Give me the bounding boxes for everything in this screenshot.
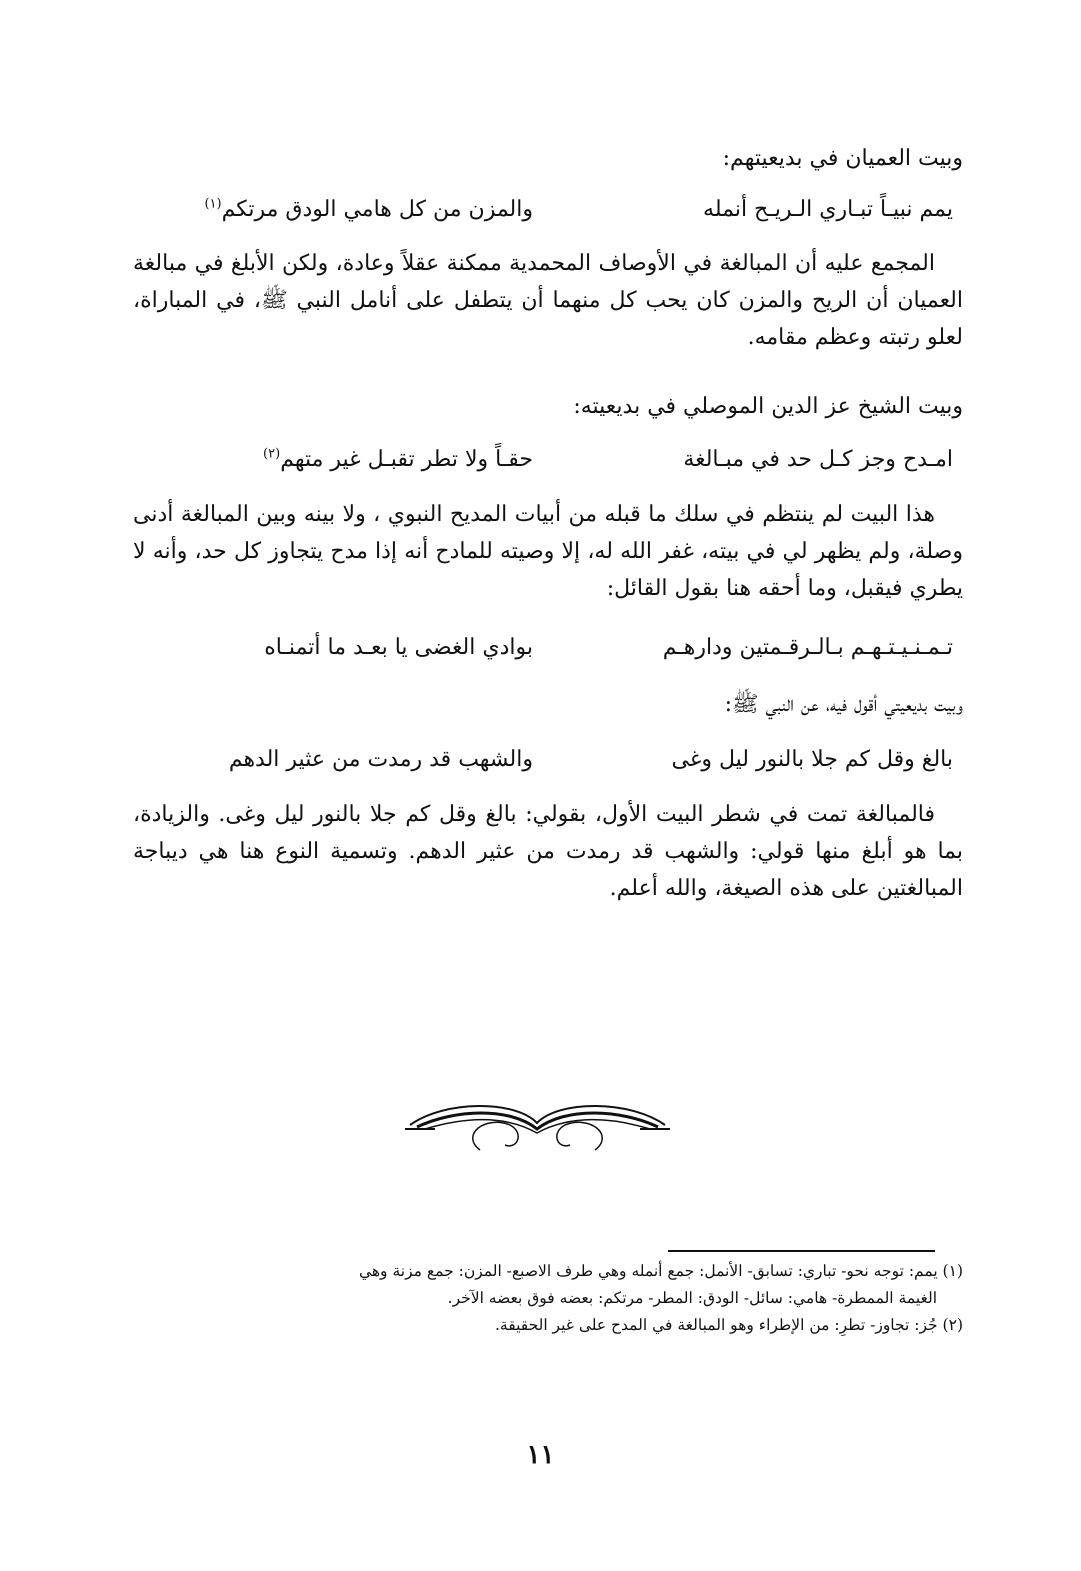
- verse-3-first-hemistich: تـمـنـيـتـهـم بـالـرقـمتين ودارهـم: [662, 635, 953, 660]
- verse-1: [133, 190, 963, 230]
- footnote-marker-1: (١): [204, 196, 222, 212]
- verse-4-first-hemistich: بالغ وقل كم جلا بالنور ليل وغى: [671, 747, 953, 772]
- verse-4: [133, 740, 963, 780]
- verse-2-first-hemistich: امـدح وجز كـل حد في مبـالغة: [683, 447, 953, 472]
- verse-3-second-hemistich: بوادي الغضى يا بعـد ما أتمنـاه: [264, 635, 533, 660]
- footnote-1-line-1: (١) يمم: توجه نحو- تباري: تسابق- الأنمل: جمع أنمله وهي طرف الاصبع- المزن: جمع مزنة وهي: [358, 1262, 963, 1280]
- footnote-separator: [668, 1250, 935, 1252]
- paragraph-2: هذا البيت لم ينتظم في سلك ما قبله من أبيات المديح النبوي ، ولا بينه وبين المبالغة أدنى وصلة، ولم يظهر لي في بيته، غفر الله له، إلا وصيته للمادح أنه إذا مدح يتجاوز كل حد، وأنه لا يطري فيقبل، وما أحقه هنا بقول القائل:: [133, 502, 963, 601]
- paragraph-3: فالمبالغة تمت في شطر البيت الأول، بقولي: بالغ وقل كم جلا بالنور ليل وغى. والزيادة، بما هو أبلغ منها قولي: والشهب قد رمدت من عثير الدهم. وتسمية النوع هنا هي ديباجة المبالغتين على هذه الصيغة، والله أعلم.: [133, 802, 963, 901]
- verse-1-second-hemistich: [204, 190, 533, 230]
- ornament-flourish-icon: [405, 1095, 670, 1165]
- verse-2-second-text: حقـاً ولا تطر تقبـل غير متهم: [280, 447, 533, 472]
- verse-3: [133, 628, 963, 668]
- intro-line-1: وبيت العميان في بديعيتهم:: [722, 146, 963, 171]
- footnotes: [133, 1258, 963, 1339]
- paragraph-1: المجمع عليه أن المبالغة في الأوصاف المحمدية ممكنة عقلاً وعادة، ولكن الأبلغ في مبالغة العميان أن الريح والمزن كان يحب كل منهما أن يتطفل على أنامل النبي ﷺ، في المباراة، لعلو رتبته وعظم مقامه.: [133, 251, 963, 350]
- verse-4-second-hemistich: والشهب قد رمدت من عثير الدهم: [228, 747, 533, 772]
- verse-1-second-text: والمزن من كل هامي الودق مرتكم: [221, 197, 533, 222]
- footnote-2: (٢) جُز: تجاوز- تطرِ: من الإطراء وهو المبالغة في المدح على غير الحقيقة.: [495, 1316, 963, 1334]
- page-number: ١١: [526, 1440, 555, 1470]
- intro-line-3: وبيت بديعيتي أقول فيه، عن النبي ﷺ:: [724, 692, 963, 717]
- intro-line-2: وبيت الشيخ عز الدين الموصلي في بديعيته:: [573, 394, 963, 419]
- footnote-1-line-2: الغيمة الممطرة- هامي: سائل- الودق: المطر- مرتكم: بعضه فوق بعضه الآخر.: [447, 1289, 937, 1307]
- verse-2: [133, 440, 963, 480]
- verse-2-second-hemistich: [263, 440, 533, 480]
- verse-1-first-hemistich: يمم نبيـاً تبـاري الـريـح أنمله: [703, 197, 953, 222]
- footnote-marker-2: (٢): [263, 446, 281, 462]
